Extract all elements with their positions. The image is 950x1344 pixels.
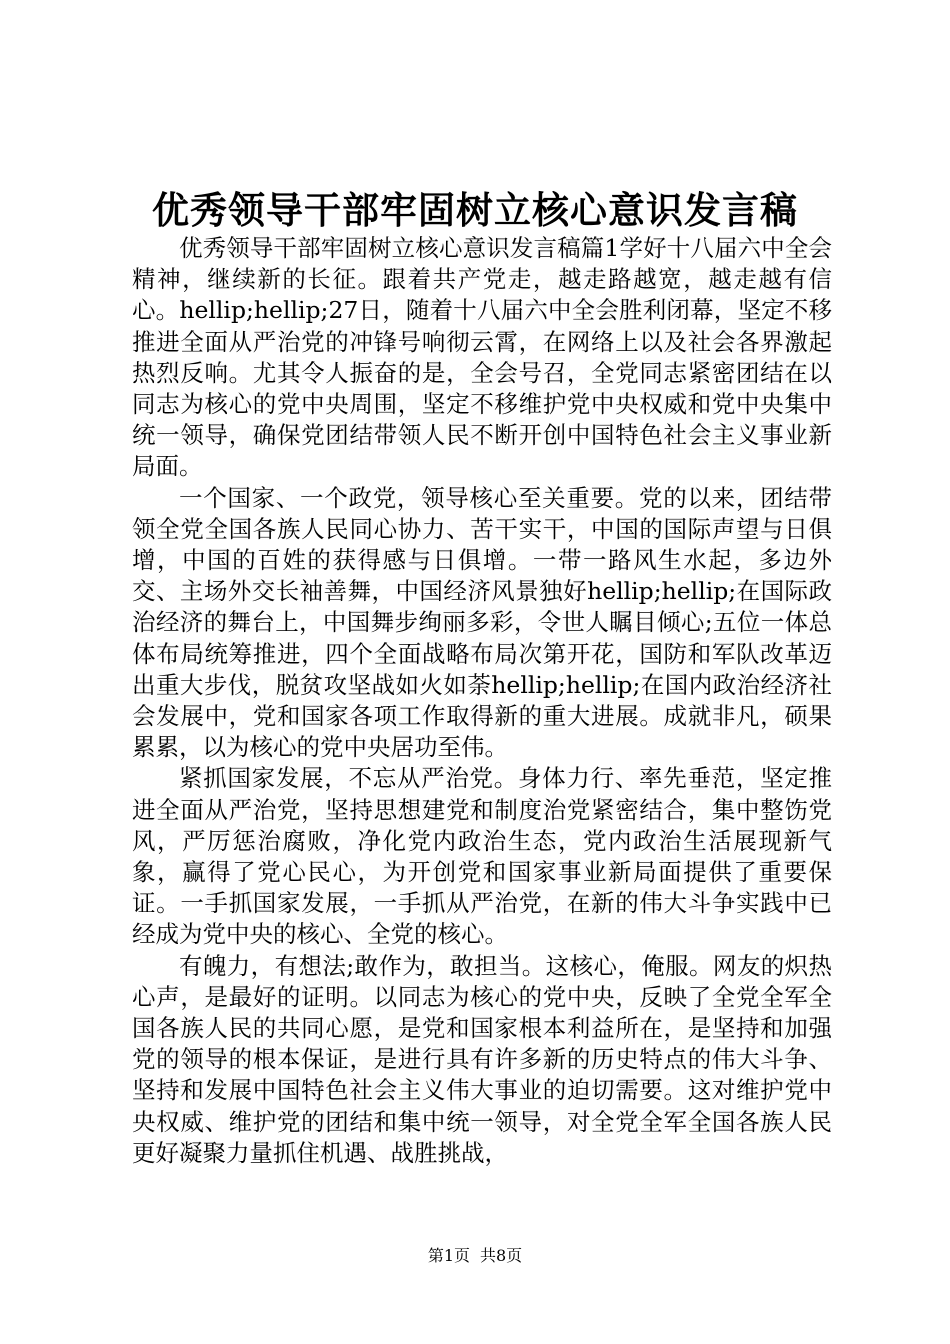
page-total: 共8页 (480, 1246, 523, 1265)
paragraph-4: 有魄力，有想法;敢作为，敢担当。这核心，俺服。网友的炽热心声，是最好的证明。以同志为核心的党中央，反映了全党全军全国各族人民的共同心愿，是党和国家根本利益所在，是坚持和加强党的领导的根本保证，是进行具有许多新的历史特点的伟大斗争、坚持和发展中国特色社会主义伟大事业的迫切需要。这对维护党中央权威、维护党的团结和集中统一领导，对全党全军全国各族人民更好凝聚力量抓住机遇、战胜挑战， (132, 951, 832, 1167)
page-number: 第1页 (427, 1246, 470, 1265)
document-title: 优秀领导干部牢固树立核心意识发言稿 (152, 188, 798, 232)
paragraph-3: 紧抓国家发展，不忘从严治党。身体力行、率先垂范，坚定推进全面从严治党，坚持思想建党和制度治党紧密结合，集中整饬党风，严厉惩治腐败，净化党内政治生态，党内政治生活展现新气象，赢得了党心民心，为开创党和国家事业新局面提供了重要保证。一手抓国家发展，一手抓从严治党，在新的伟大斗争实践中已经成为党中央的核心、全党的核心。 (132, 764, 832, 949)
paragraph-1: 优秀领导干部牢固树立核心意识发言稿篇1学好十八届六中全会精神，继续新的长征。跟着共产党走，越走路越宽，越走越有信心。hellip;hellip;27日，随着十八届六中全会胜利闭幕，坚定不移推进全面从严治党的冲锋号响彻云霄，在网络上以及社会各界激起热烈反响。尤其令人振奋的是，全会号召，全党同志紧密团结在以同志为核心的党中央周围，坚定不移维护党中央权威和党中央集中统一领导，确保党团结带领人民不断开创中国特色社会主义事业新局面。 (132, 234, 832, 481)
document-body (132, 233, 832, 1169)
page-footer (0, 1244, 950, 1268)
paragraph-2: 一个国家、一个政党，领导核心至关重要。党的以来，团结带领全党全国各族人民同心协力、苦干实干，中国的国际声望与日俱增，中国的百姓的获得感与日俱增。一带一路风生水起，多边外交、主场外交长袖善舞，中国经济风景独好hellip;hellip;在国际政治经济的舞台上，中国舞步绚丽多彩，令世人瞩目倾心;五位一体总体布局统筹推进，四个全面战略布局次第开花，国防和军队改革迈出重大步伐，脱贫攻坚战如火如荼hellip;hellip;在国内政治经济社会发展中，党和国家各项工作取得新的重大进展。成就非凡，硕果累累，以为核心的党中央居功至伟。 (132, 483, 832, 762)
